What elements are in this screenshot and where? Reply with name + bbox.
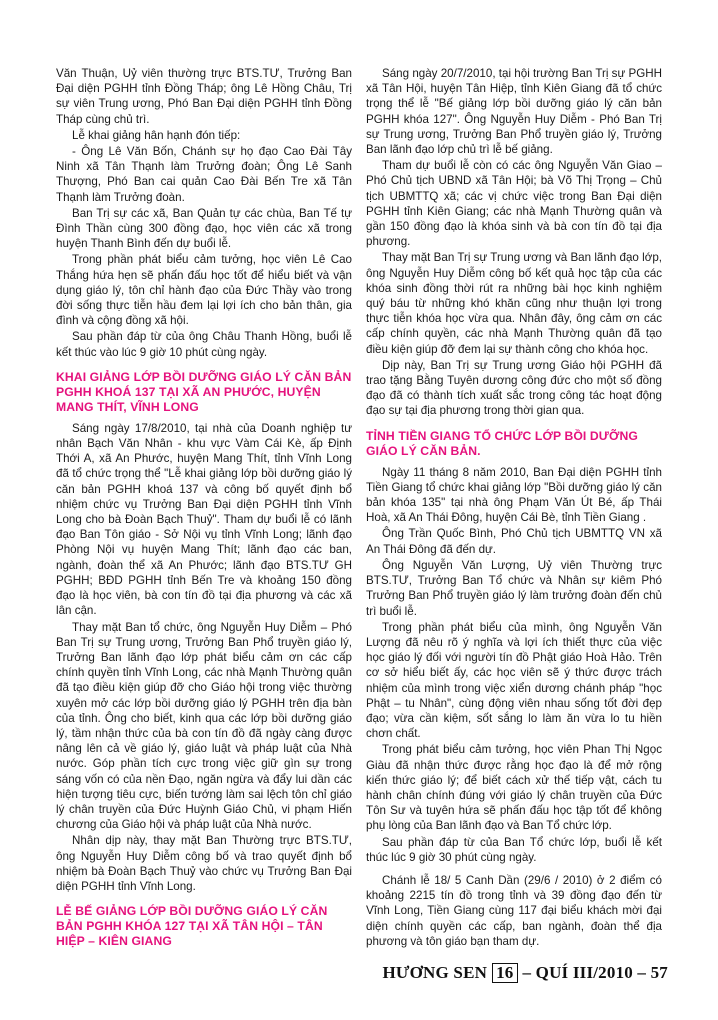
body-paragraph: Thay mặt Ban Trị sự Trung ương và Ban lãnh đạo lớp, ông Nguyễn Huy Diễm công bố kết quả học tập của các khóa sinh đồng thời rút ra những bài học kinh nghiệm quý báu từ những khó khăn cũng như thuận lợi trong thực tiễn khóa học vừa qua. Nhân đây, ông cảm ơn các cấp chính quyền, các nhà Mạnh Thường quân đã tạo điều kiện giúp đỡ đem lại sự thành công cho khóa học. (366, 251, 662, 356)
article-heading: LỄ BẾ GIẢNG LỚP BỒI DƯỠNG GIÁO LÝ CĂN BẢN PGHH KHÓA 127 TẠI XÃ TÂN HỘI – TÂN HIỆP – KIÊN GIANG (56, 904, 328, 949)
body-paragraph: Trong phát biểu cảm tưởng, học viên Phan Thị Ngọc Giàu đã nhận thức được rằng học đạo là để mở rộng kiến thức giáo lý; để biết cách xử thế tiếp vật, cách tu hành chân chính đúng với giáo lý chân truyền của Đức Tôn Sư và tuyên hứa sẽ phấn đấu học tập tốt để không phụ lòng của Ban lãnh đạo và Ban Tổ chức lớp. (366, 743, 662, 833)
body-paragraph: Sáng ngày 17/8/2010, tại nhà của Doanh nghiệp tư nhân Bạch Văn Nhân - khu vực Vàm Cái Kè, ấp Định Thới A, xã An Phước, huyện Mang Thít, tỉnh Vĩnh Long đã tổ chức trọng thể "Lễ khai giảng lớp bồi dưỡng giáo lý căn bản PGHH khoá 137 và công bố quyết định bổ nhiệm chức vụ Trưởng Ban Đại diện PGHH tỉnh Vĩnh Long cho bà Đoàn Bạch Thuỷ". Tham dự buổi lễ có lãnh đạo Ban Tôn giáo - Sở Nội vụ tỉnh Vĩnh Long; lãnh đạo Phòng Nội vụ huyện Mang Thít; lãnh đạo các ban, ngành, đoàn thể xã An Phước; lãnh đạo BTS.TƯ GH PGHH; BĐD PGHH tỉnh Bến Tre và khoảng 150 đồng đạo là học viên, bà con tín đồ tại địa phương và các xã lân cận. (56, 421, 352, 618)
body-paragraph: - Ông Lê Văn Bốn, Chánh sự họ đạo Cao Đài Tây Ninh xã Tân Thạnh làm Trưởng đoàn; Ông Lê Sanh Thượng, Phó Ban cai quản Cao Đài Bến Tre xã Tân Thạnh làm Trưởng đoàn. (56, 145, 352, 204)
article-heading: TỈNH TIỀN GIANG TỔ CHỨC LỚP BỒI DƯỠNG GIÁO LÝ CĂN BẢN. (366, 428, 638, 458)
body-paragraph: Ngày 11 tháng 8 năm 2010, Ban Đại diện PGHH tỉnh Tiền Giang tổ chức khai giảng lớp "Bồi dưỡng giáo lý căn bản khóa 135" tại nhà ông Phạm Văn Út Bé, ấp Thái Hoà, xã An Thái Đông, huyện Cái Bè, tỉnh Tiền Giang . (366, 465, 662, 525)
body-paragraph: Trong phần phát biểu của mình, ông Nguyễn Văn Lượng đã nêu rõ ý nghĩa và lợi ích thiết thực của việc học giáo lý đối với người tín đồ Phật giáo Hoà Hảo. Trên cơ sở hiểu biết ấy, các học viên sẽ ý thức được trách nhiệm của mình trong việc xiển dương chánh pháp "học Phật – tu Nhân", cùng động viên nhau sống tốt đời đẹp đạo; vừa cần kiệm, sốt sắng lo làm ăn vừa lo tu hiền chơn chất. (366, 620, 662, 741)
body-paragraph: Văn Thuận, Uỷ viên thường trực BTS.TƯ, Trưởng Ban Đại diện PGHH tỉnh Đồng Tháp; ông Lê Hồng Châu, Trị sự viên Trung ương, Phó Ban Đại diện PGHH tỉnh Đồng Tháp cùng chủ trì. (56, 67, 352, 126)
article-heading: KHAI GIẢNG LỚP BỒI DƯỠNG GIÁO LÝ CĂN BẢN PGHH KHOÁ 137 TẠI XÃ AN PHƯỚC, HUYỆN MANG THÍT, VĨNH LONG (56, 369, 352, 414)
page-footer (382, 963, 668, 983)
left-column (56, 66, 352, 955)
body-paragraph: Sau phần đáp từ của ông Châu Thanh Hồng, buổi lễ kết thúc vào lúc 9 giờ 10 phút cùng ngày. (56, 330, 352, 359)
body-paragraph: Dịp này, Ban Trị sự Trung ương Giáo hội PGHH đã trao tặng Bằng Tuyên dương công đức cho một số đồng đạo đã có thành tích xuất sắc trong công tác hoạt động đạo sự tại địa phương trong thời gian qua. (366, 358, 662, 418)
spacer (366, 866, 662, 873)
body-paragraph: Chánh lễ 18/ 5 Canh Dần (29/6 / 2010) ở 2 điểm có khoảng 2215 tín đồ trong tỉnh và 39 đồng đạo đến từ Vĩnh Long, Tiền Giang cùng 117 đại biểu khách mời đại diện chính quyền các cấp, ban ngành, đoàn thể địa phương và tôn giáo bạn tham dự. (366, 873, 662, 948)
body-paragraph: Thay mặt Ban tổ chức, ông Nguyễn Huy Diễm – Phó Ban Trị sự Trung ương, Trưởng Ban Phổ truyền giáo lý, Trưởng Ban lãnh đạo lớp phát biểu cảm ơn các cấp chính quyền tỉnh Vĩnh Long, các nhà Mạnh Thường quân đã tạo điều kiện giúp đỡ cho Giáo hội trong việc thường xuyên mở các lớp bồi dưỡng giáo lý PGHH trên địa bàn của tỉnh. Ông cho biết, kinh qua các lớp bồi dưỡng giáo lý, tầm nhận thức của bà con tín đồ đã ngày càng được nâng lên cả về giáo lý, giáo luật và pháp luật của Nhà nước. Góp phần tích cực trong việc giữ gìn sự trong sáng vốn có của nền Đạo, ngăn ngừa và đẩy lui dần các hiện tượng tiêu cực, biến tướng làm sai lệch tôn chỉ giáo lý chân truyền của Đức Huỳnh Giáo Chủ, vi phạm Hiến chương của Giáo hội và pháp luật của Nhà nước. (56, 620, 352, 832)
body-paragraph: Tham dự buổi lễ còn có các ông Nguyễn Văn Giao – Phó Chủ tịch UBND xã Tân Hội; bà Võ Thị Trọng – Chủ tịch UBMTTQ xã; các vị chức việc trong Ban Đại diện PGHH tỉnh Kiên Giang; các nhà Mạnh Thường quân và gần 150 đồng đạo là khóa sinh và bà con tín đồ tại địa phương. (366, 159, 662, 249)
issue-period-page: – QUÍ III/2010 – 57 (522, 963, 668, 982)
body-paragraph: Ban Trị sự các xã, Ban Quản tự các chùa, Ban Tế tự Đình Thần cùng 300 đồng đạo, học viên các xã trong huyện Thanh Bình đến dự buổi lễ. (56, 206, 352, 251)
body-paragraph: Lễ khai giảng hân hạnh đón tiếp: (72, 128, 241, 142)
magazine-name: HƯƠNG SEN (382, 963, 488, 982)
right-column (366, 66, 662, 950)
body-paragraph: Nhân dịp này, thay mặt Ban Thường trực BTS.TƯ, ông Nguyễn Huy Diễm công bố và trao quyết định bổ nhiệm bà Đoàn Bạch Thuỷ vào chức vụ Trưởng Ban Đại diện PGHH tỉnh Vĩnh Long. (56, 834, 352, 893)
body-paragraph: Trong phần phát biểu cảm tưởng, học viên Lê Cao Thắng hứa hẹn sẽ phấn đấu học tốt để hiểu biết và vận dụng giáo lý, tôn chỉ hành đạo của Đức Thầy vào trong đời sống thực tiễn hầu đem lại lợi ích cho bản thân, gia đình và cộng đồng xã hội. (56, 253, 352, 328)
body-paragraph: Sau phần đáp từ của Ban Tổ chức lớp, buổi lễ kết thúc lúc 9 giờ 30 phút cùng ngày. (366, 835, 662, 864)
body-paragraph: Ông Trần Quốc Bình, Phó Chủ tịch UBMTTQ VN xã An Thái Đông đã đến dự. (366, 527, 662, 556)
issue-number: 16 (492, 963, 517, 983)
body-paragraph: Ông Nguyễn Văn Lượng, Uỷ viên Thường trực BTS.TƯ, Trưởng Ban Tổ chức và Nhân sự kiêm Phó Trưởng Ban Phổ truyền giáo lý làm trưởng đoàn đến chủ trì buổi lễ. (366, 558, 662, 618)
body-paragraph: Sáng ngày 20/7/2010, tại hội trường Ban Trị sự PGHH xã Tân Hội, huyện Tân Hiệp, tỉnh Kiên Giang đã tổ chức trọng thể lễ "Bế giảng lớp bồi dưỡng giáo lý căn bản PGHH khóa 127". Ông Nguyễn Huy Diễm - Phó Ban Trị sự Trung ương, Trưởng Ban Phổ truyền giáo lý, Trưởng Ban lãnh đạo lớp chủ trì lễ bế giảng. (366, 67, 662, 157)
